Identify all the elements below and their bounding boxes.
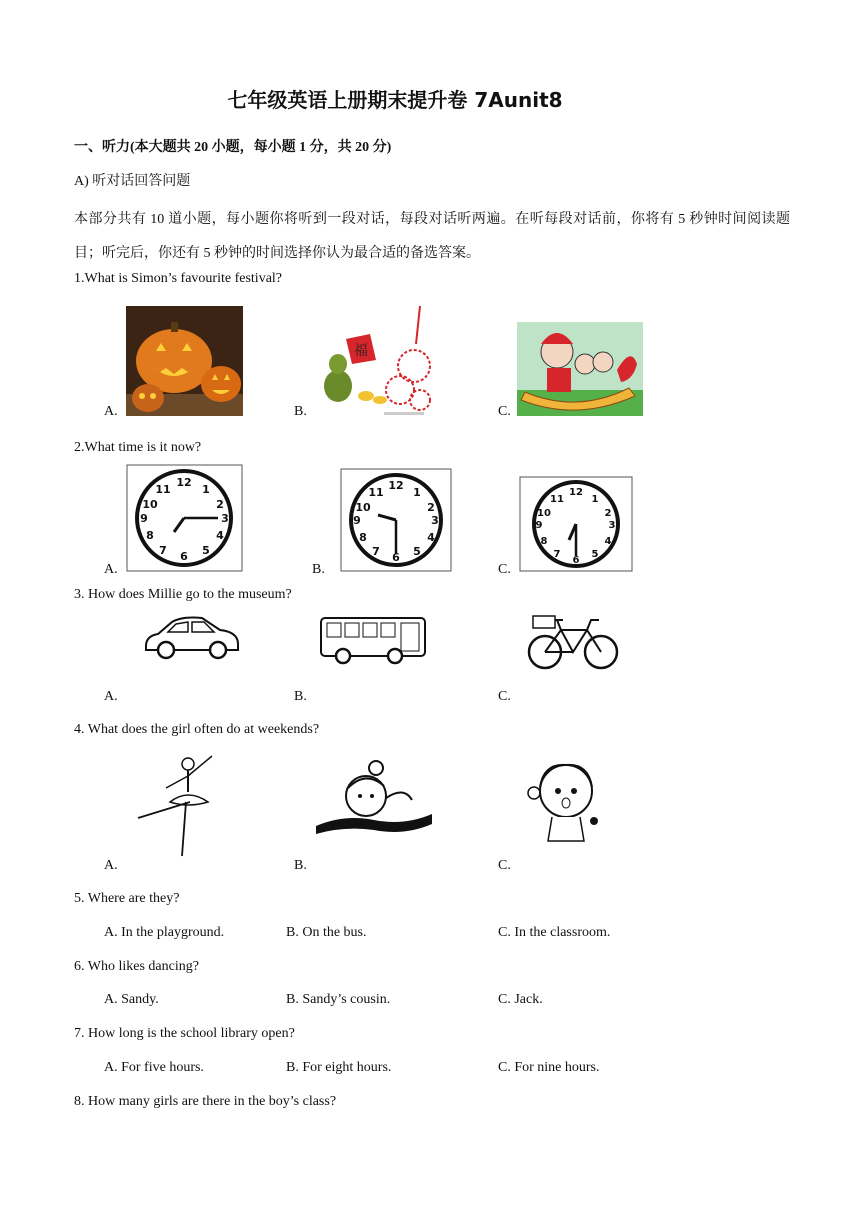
svg-text:4: 4: [604, 536, 612, 547]
svg-text:10: 10: [142, 498, 158, 511]
option-1b: B.: [294, 404, 307, 419]
option-5b: B. On the bus.: [286, 925, 367, 940]
option-1a: A.: [104, 404, 118, 419]
bus-icon: [319, 614, 429, 666]
option-4c: C.: [498, 858, 511, 873]
question-6: 6. Who likes dancing?: [74, 959, 199, 974]
svg-text:8: 8: [540, 536, 548, 547]
svg-text:1: 1: [591, 494, 599, 505]
svg-text:2: 2: [604, 508, 612, 519]
option-6a: A. Sandy.: [104, 992, 159, 1007]
svg-text:2: 2: [216, 498, 224, 511]
swimming-girl-icon: [314, 756, 434, 840]
pumpkin-lanterns-icon: [126, 306, 243, 416]
svg-text:8: 8: [146, 529, 154, 542]
option-5c: C. In the classroom.: [498, 925, 611, 940]
svg-text:11: 11: [550, 494, 564, 505]
instructions: 本部分共有 10 道小题，每小题你将听到一段对话，每段对话听两遍。在听每段对话前，你将有 5 秒钟时间阅读题目；听完后，你还有 5 秒钟的时间选择你认为最合适的备选答案。: [74, 212, 790, 261]
question-4: 4. What does the girl often do at weekends?: [74, 722, 320, 737]
option-6b: B. Sandy’s cousin.: [286, 992, 391, 1007]
svg-text:6: 6: [572, 555, 580, 566]
svg-text:12: 12: [388, 479, 404, 492]
singing-girl-icon: [524, 757, 608, 849]
option-1c: C.: [498, 404, 511, 419]
question-7: 7. How long is the school library open?: [74, 1026, 295, 1041]
svg-text:1: 1: [413, 486, 421, 499]
svg-text:6: 6: [180, 550, 188, 563]
svg-text:4: 4: [427, 531, 435, 544]
part-a-heading: A) 听对话回答问题: [74, 174, 191, 189]
option-2c: C.: [498, 562, 511, 577]
question-3: 3. How does Millie go to the museum?: [74, 587, 292, 602]
svg-text:12: 12: [176, 476, 192, 489]
clock-icon: [519, 476, 633, 572]
svg-text:12: 12: [569, 487, 583, 498]
clock-icon: [126, 464, 243, 572]
question-8: 8. How many girls are there in the boy’s class?: [74, 1094, 337, 1109]
svg-text:7: 7: [159, 544, 167, 557]
page-title: 七年级英语上册期末提升卷 7Aunit8: [227, 88, 563, 112]
svg-text:3: 3: [431, 514, 439, 527]
svg-text:9: 9: [140, 512, 148, 525]
option-5a: A. In the playground.: [104, 925, 225, 940]
svg-text:6: 6: [392, 551, 400, 564]
option-7b: B. For eight hours.: [286, 1060, 392, 1075]
option-4a: A.: [104, 858, 118, 873]
question-5: 5. Where are they?: [74, 891, 180, 906]
car-icon: [142, 612, 242, 662]
bicycle-icon: [527, 610, 619, 672]
svg-text:7: 7: [553, 549, 561, 560]
svg-text:5: 5: [591, 549, 599, 560]
option-2a: A.: [104, 562, 118, 577]
svg-text:9: 9: [353, 514, 361, 527]
option-3b: B.: [294, 689, 307, 704]
svg-text:2: 2: [427, 501, 435, 514]
question-2: 2.What time is it now?: [74, 440, 202, 455]
svg-text:4: 4: [216, 529, 224, 542]
svg-text:3: 3: [221, 512, 229, 525]
svg-text:10: 10: [355, 501, 371, 514]
spring-festival-icon: [318, 304, 436, 418]
svg-text:9: 9: [535, 520, 543, 531]
svg-text:10: 10: [537, 508, 551, 519]
svg-text:1: 1: [202, 483, 210, 496]
question-1: 1.What is Simon’s favourite festival?: [74, 271, 283, 286]
option-4b: B.: [294, 858, 307, 873]
svg-text:8: 8: [359, 531, 367, 544]
svg-text:3: 3: [608, 520, 616, 531]
ballet-dancer-icon: [130, 752, 236, 858]
dragon-boat-icon: [517, 310, 643, 416]
svg-text:5: 5: [202, 544, 210, 557]
option-7c: C. For nine hours.: [498, 1060, 600, 1075]
svg-text:7: 7: [372, 545, 380, 558]
svg-text:福: 福: [354, 343, 368, 359]
option-6c: C. Jack.: [498, 992, 543, 1007]
clock-icon: [340, 468, 452, 572]
option-3c: C.: [498, 689, 511, 704]
option-2b: B.: [312, 562, 325, 577]
section-heading: 一、听力(本大题共 20 小题，每小题 1 分，共 20 分): [74, 140, 392, 155]
option-3a: A.: [104, 689, 118, 704]
option-7a: A. For five hours.: [104, 1060, 204, 1075]
svg-text:11: 11: [368, 486, 384, 499]
svg-text:5: 5: [413, 545, 421, 558]
svg-text:11: 11: [155, 483, 171, 496]
